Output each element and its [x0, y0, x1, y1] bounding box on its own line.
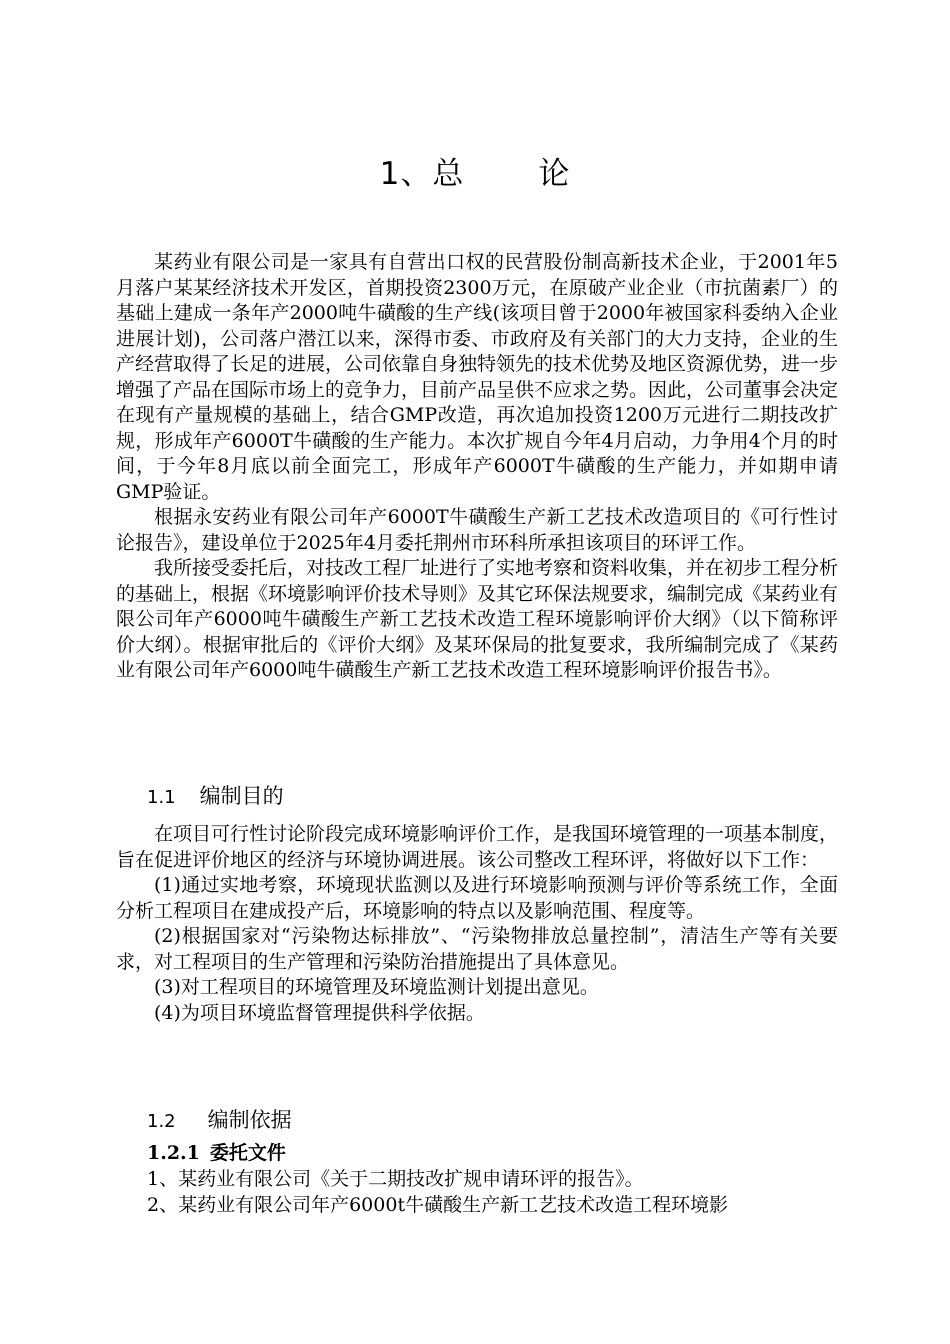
section-heading-1-1: [147, 781, 284, 813]
section-title: 编制依据: [207, 1108, 292, 1132]
chapter-number: 1、: [379, 156, 433, 192]
section-1-1-text: [116, 822, 838, 1026]
intro-paragraph: 某药业有限公司是一家具有自营出口权的民营股份制高新技术企业，于2001年5月落户某某经济技术开发区，首期投资2300万元，在原破产业企业（市抗菌素厂）的基础上建成一条年产2000吨牛磺酸的生产线(该项目曾于2000年被国家科委纳入企业进展计划)，公司落户潜江以来，深得市委、市政府及有关部门的大力支持，企业的生产经营取得了长足的进展，公司依靠自身独特领先的技术优势及地区资源优势，进一步增强了产品在国际市场上的竞争力，目前产品呈供不应求之势。因此，公司董事会决定在现有产量规模的基础上，结合GMP改造，再次追加投资1200万元进行二期技改扩规，形成年产6000T牛磺酸的生产能力。本次扩规自今年4月启动，力争用4个月的时间，于今年8月底以前全面完工，形成年产6000T牛磺酸的生产能力，并如期申请GMP验证。: [116, 251, 839, 503]
section-title: 编制目的: [199, 784, 284, 808]
list-item: (1)通过实地考察，环境现状监测以及进行环境影响预测与评价等系统工作，全面分析工程项目在建成投产后，环境影响的特点以及影响范围、程度等。: [116, 874, 838, 922]
chapter-title-part-2: 论: [538, 156, 571, 192]
chapter-title-part-1: 总: [432, 156, 465, 192]
reference-item: 1、某药业有限公司《关于二期技改扩规申请环评的报告》。: [147, 1168, 644, 1190]
subsection-title: 委托文件: [209, 1142, 286, 1164]
intro-paragraph: 我所接受委托后，对技改工程厂址进行了实地考察和资料收集，并在初步工程分析的基础上，根据《环境影响评价技术导则》及其它环保法规要求，编制完成《某药业有限公司年产6000吨牛磺酸生产新工艺技术改造工程环境影响评价大纲》（以下简称评价大纲）。根据审批后的《评价大纲》及某环保局的批复要求，我所编制完成了《某药业有限公司年产6000吨牛磺酸生产新工艺技术改造工程环境影响评价报告书》。: [116, 557, 839, 681]
list-item: (4)为项目环境监督管理提供科学依据。: [154, 1001, 485, 1024]
reference-item: 2、某药业有限公司年产6000t牛磺酸生产新工艺技术改造工程环境影: [147, 1194, 729, 1216]
section-heading-1-2: [147, 1105, 292, 1137]
intro-text: [116, 250, 838, 684]
section-paragraph: 在项目可行性讨论阶段完成环境影响评价工作，是我国环境管理的一项基本制度，旨在促进评价地区的经济与环境协调进展。该公司整改工程环评，将做好以下工作：: [116, 823, 839, 871]
subsection-heading-1-2-1: [147, 1141, 286, 1166]
list-item: (2)根据国家对“污染物达标排放”、“污染物排放总量控制”，清洁生产等有关要求，对工程项目的生产管理和污染防治措施提出了具体意见。: [116, 925, 838, 973]
reference-list: [147, 1166, 847, 1218]
section-number: 1.2: [147, 1111, 176, 1132]
list-item: (3)对工程项目的环境管理及环境监测计划提出意见。: [154, 976, 599, 998]
chapter-title: [0, 152, 950, 196]
subsection-number: 1.2.1: [147, 1142, 200, 1164]
intro-paragraph: 根据永安药业有限公司年产6000T牛磺酸生产新工艺技术改造项目的《可行性讨论报告》，建设单位于2025年4月委托荆州市环科所承担该项目的环评工作。: [116, 506, 838, 554]
section-number: 1.1: [147, 787, 176, 808]
